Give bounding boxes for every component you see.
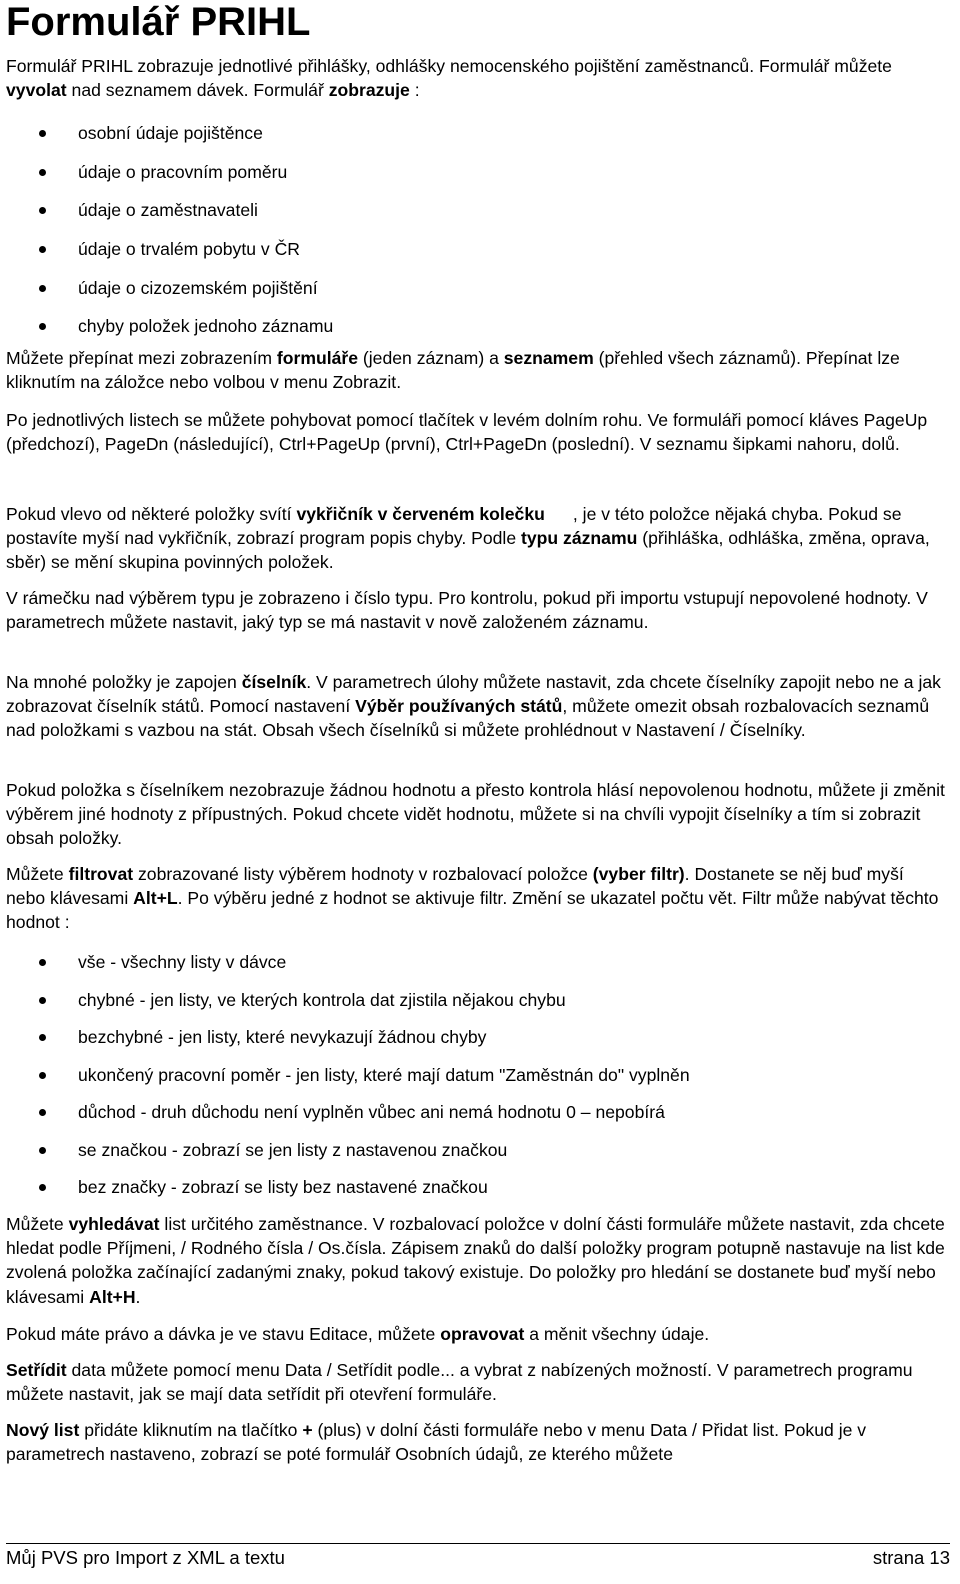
list-item: vše - všechny listy v dávce	[6, 950, 946, 988]
bullet-icon	[39, 285, 46, 292]
search-paragraph: Můžete vyhledávat list určitého zaměstnance. V rozbalovací položce v dolní části formuláře můžete nastavit, zda chcete hledat podle Příjmeni, / Rodného čísla / Os.čísla. Zápisem znaků do další položky program potupně nastavuje na list kde zvolená položka začínající zadanými znaky, pokud takový existuje. Do položky pro hledání se dostanete buď myší nebo klávesami Alt+H.	[6, 1214, 945, 1307]
bullet-icon	[39, 130, 46, 137]
bullet-icon	[39, 1184, 46, 1191]
list-item: chybné - jen listy, ve kterých kontrola dat zjistila nějakou chybu	[6, 988, 946, 1026]
intro-text-3: :	[409, 80, 420, 101]
list-item: údaje o cizozemském pojištění	[6, 276, 946, 315]
list-item: údaje o pracovním poměru	[6, 160, 946, 199]
bullet-icon	[39, 1072, 46, 1079]
bullet-icon	[39, 323, 46, 330]
list-item: bezchybné - jen listy, které nevykazují žádnou chyby	[6, 1025, 946, 1063]
sort-paragraph: Setřídit data můžete pomocí menu Data / Setřídit podle... a vybrat z nabízených možností. V parametrech programu můžete nastavit, jak se mají data setřídit při otevření formuláře.	[6, 1360, 913, 1405]
intro-text-2: nad seznamem dávek. Formulář	[66, 80, 329, 101]
bullet-icon	[39, 246, 46, 253]
list-item: se značkou - zobrazí se jen listy z nastavenou značkou	[6, 1138, 946, 1176]
bullet-list-filter-values	[6, 950, 946, 1213]
footer-divider	[6, 1543, 950, 1544]
list-item: údaje o trvalém pobytu v ČR	[6, 237, 946, 276]
filter-paragraph: Můžete filtrovat zobrazované listy výběrem hodnoty v rozbalovací položce (vyber filtr). Dostanete se něj buď myší nebo klávesami Alt+L. Po výběru jedné z hodnot se aktivuje filtr. Změní se ukazatel počtu vět. Filtr může nabývat těchto hodnot :	[6, 864, 939, 933]
bullet-icon	[39, 207, 46, 214]
intro-bold-vyvolat: vyvolat	[6, 80, 67, 101]
navigation-paragraph: Po jednotlivých listech se můžete pohybovat pomocí tlačítek v levém dolním rohu. Ve formuláři pomocí kláves PageUp (předchozí), PageDn (následující), Ctrl+PageUp (první), Ctrl+PageDn (poslední). V seznamu šipkami nahoru, dolů.	[6, 410, 928, 455]
bullet-icon	[39, 1147, 46, 1154]
list-item: ukončený pracovní poměr - jen listy, které mají datum "Zaměstnán do" vyplněn	[6, 1063, 946, 1101]
list-item: bez značky - zobrazí se listy bez nastavené značkou	[6, 1175, 946, 1213]
list-item: osobní údaje pojištěnce	[6, 121, 946, 160]
error-paragraph: Pokud vlevo od některé položky svítí vykřičník v červeném kolečku , je v této položce nějaká chyba. Pokud se postavíte myší nad vykřičník, zobrazí program popis chyby. Podle typu záznamu (přihláška, odhláška, změna, oprava, sběr) se mění skupina povinných položek.	[6, 504, 930, 573]
page-title: Formulář PRIHL	[6, 0, 311, 44]
bullet-icon	[39, 169, 46, 176]
edit-paragraph: Pokud máte právo a dávka je ve stavu Editace, můžete opravovat a měnit všechny údaje.	[6, 1324, 710, 1344]
intro-bold-zobrazuje: zobrazuje	[328, 80, 410, 101]
no-value-paragraph: Pokud položka s číselníkem nezobrazuje žádnou hodnotu a přesto kontrola hlásí nepovolenou hodnotu, můžete ji změnit výběrem jiné hodnoty z přípustných. Pokud chcete vidět hodnotu, můžete si na chvíli vypojit číselníky a tím si zobrazit obsah položky.	[6, 780, 945, 849]
list-item: důchod - druh důchodu není vyplněn vůbec ani nemá hodnotu 0 – nepobírá	[6, 1100, 946, 1138]
codelist-paragraph: Na mnohé položky je zapojen číselník. V parametrech úlohy můžete nastavit, zda chcete číselníky zapojit nebo ne a jak zobrazovat číselník států. Pomocí nastavení Výběr používaných států, můžete omezit obsah rozbalovacích seznamů nad položkami s vazbou na stát. Obsah všech číselníků si můžete prohlédnout v Nastavení / Číselníky.	[6, 672, 941, 741]
intro-text-1: Formulář PRIHL zobrazuje jednotlivé přihlášky, odhlášky nemocenského pojištění zaměstnanců. Formulář můžete	[6, 56, 892, 76]
frame-paragraph: V rámečku nad výběrem typu je zobrazeno i číslo typu. Pro kontrolu, pokud při importu vstupují nepovolené hodnoty. V parametrech můžete nastavit, jaký typ se má nastavit v nově založeném záznamu.	[6, 588, 928, 633]
bullet-icon	[39, 1034, 46, 1041]
bullet-icon	[39, 997, 46, 1004]
intro-paragraph	[6, 54, 946, 102]
page-number: strana 13	[872, 1547, 950, 1568]
footer-title: Můj PVS pro Import z XML a textu	[6, 1547, 285, 1568]
bullet-icon	[39, 959, 46, 966]
list-item: chyby položek jednoho záznamu	[6, 314, 946, 353]
bullet-list-displays	[6, 121, 946, 353]
new-list-paragraph: Nový list přidáte kliknutím na tlačítko + (plus) v dolní části formuláře nebo v menu Data / Přidat list. Pokud je v parametrech nastaveno, zobrazí se poté formulář Osobních údajů, ze kterého můžete	[6, 1420, 867, 1465]
switch-paragraph: Můžete přepínat mezi zobrazením formuláře (jeden záznam) a seznamem (přehled všech záznamů). Přepínat lze kliknutím na záložce nebo volbou v menu Zobrazit.	[6, 348, 900, 393]
warning-icon	[545, 508, 573, 522]
bullet-icon	[39, 1109, 46, 1116]
list-item: údaje o zaměstnavateli	[6, 198, 946, 237]
